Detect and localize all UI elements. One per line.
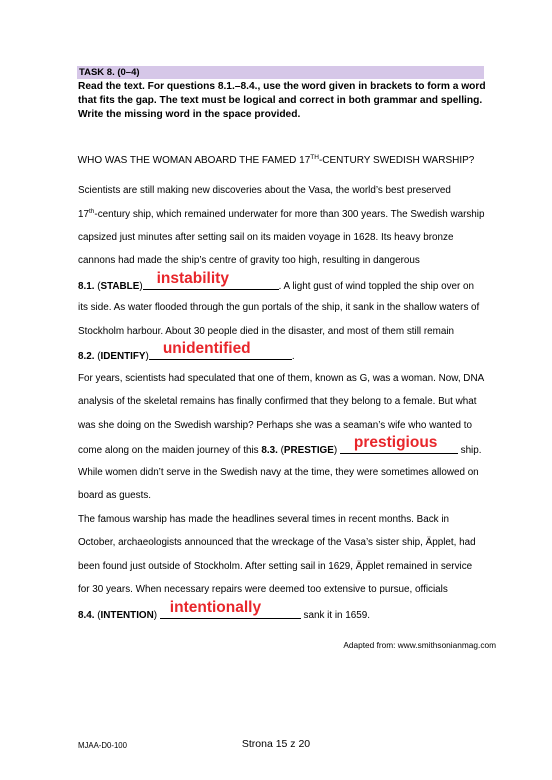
text-line: October, archaeologists announced that the wreckage of the Vasa’s sister ship, Äpplet, had (78, 537, 476, 548)
instruction-line: Read the text. For questions 8.1.–8.4., use the word given in brackets to form a word (78, 81, 486, 92)
text-line: capsized just minutes after setting sail on its maiden voyage in 1628. Its heavy bronze (78, 232, 454, 243)
page-number: Strona 15 z 20 (241, 738, 311, 750)
question-word: INTENTION (100, 610, 154, 621)
title-superscript: TH (310, 154, 319, 161)
text-line: 17th-century ship, which remained underwater for more than 300 years. The Swedish warship (78, 208, 485, 220)
text-line: While women didn’t serve in the Swedish navy at the time, they were sometimes allowed on (78, 467, 479, 478)
text-line: cannons had made the ship’s centre of gravity too high, resulting in dangerous (78, 255, 420, 266)
question-number: 8.4. (78, 610, 95, 621)
text-line: its side. As water flooded through the gun portals of the ship, it sank in the shallow waters of (78, 302, 480, 313)
instruction-line: that fits the gap. The text must be logical and correct in both grammar and spelling. (78, 95, 483, 106)
answer-8-2: unidentified (162, 340, 251, 357)
task-instructions (78, 80, 498, 122)
text-line: was she doing on the Swedish warship? Perhaps she was a seaman’s wife who wanted to (78, 420, 472, 431)
answer-8-4: intentionally (169, 599, 262, 616)
question-8-1: 8.1. (STABLE) instability . A light gust of wind toppled the ship over on (78, 270, 475, 292)
question-word: IDENTIFY (100, 351, 146, 362)
question-number: 8.3. (261, 445, 278, 456)
task-header: TASK 8. (0–4) (77, 66, 484, 79)
answer-field-8-4[interactable] (160, 599, 301, 619)
title-text: WHO WAS THE WOMAN ABOARD THE FAMED 17 (77, 155, 311, 166)
instruction-line: Write the missing word in the space provided. (78, 109, 301, 120)
text-line: Stockholm harbour. About 30 people died in the disaster, and most of them still remain (78, 326, 455, 337)
text-line: been found just outside of Stockholm. After setting sail in 1629, Äpplet remained in service (78, 561, 473, 572)
article-title (0, 154, 552, 166)
answer-field-8-3[interactable] (340, 434, 458, 454)
question-word: PRESTIGE (283, 445, 334, 456)
exam-code: MJAA-D0-100 (78, 741, 127, 750)
answer-8-3: prestigious (353, 434, 438, 451)
answer-8-1: instability (156, 270, 229, 287)
title-text-end: -CENTURY SWEDISH WARSHIP? (318, 155, 475, 166)
text-line: board as guests. (78, 490, 152, 501)
text-line: for 30 years. When necessary repairs were deemed too extensive to pursue, officials (78, 584, 448, 595)
text-line: Scientists are still making new discoveries about the Vasa, the world’s best preserved (78, 185, 451, 196)
question-number: 8.2. (78, 351, 95, 362)
question-8-4: 8.4. (INTENTION) intentionally sank it in 1659. (78, 599, 370, 621)
question-number: 8.1. (78, 281, 95, 292)
question-8-3: come along on the maiden journey of this 8.3. (PRESTIGE) prestigious ship. (78, 434, 482, 456)
text-line: The famous warship has made the headlines several times in recent months. Back in (78, 514, 450, 525)
source-credit: Adapted from: www.smithsonianmag.com (343, 640, 496, 650)
text-line: For years, scientists had speculated that one of them, known as G, was a woman. Now, DNA (78, 373, 485, 384)
text-line: analysis of the skeletal remains has finally confirmed that they belong to a female. But what (78, 396, 477, 407)
answer-field-8-1[interactable] (143, 270, 279, 290)
question-8-2: 8.2. (IDENTIFY) unidentified . (78, 340, 295, 362)
question-word: STABLE (100, 281, 140, 292)
